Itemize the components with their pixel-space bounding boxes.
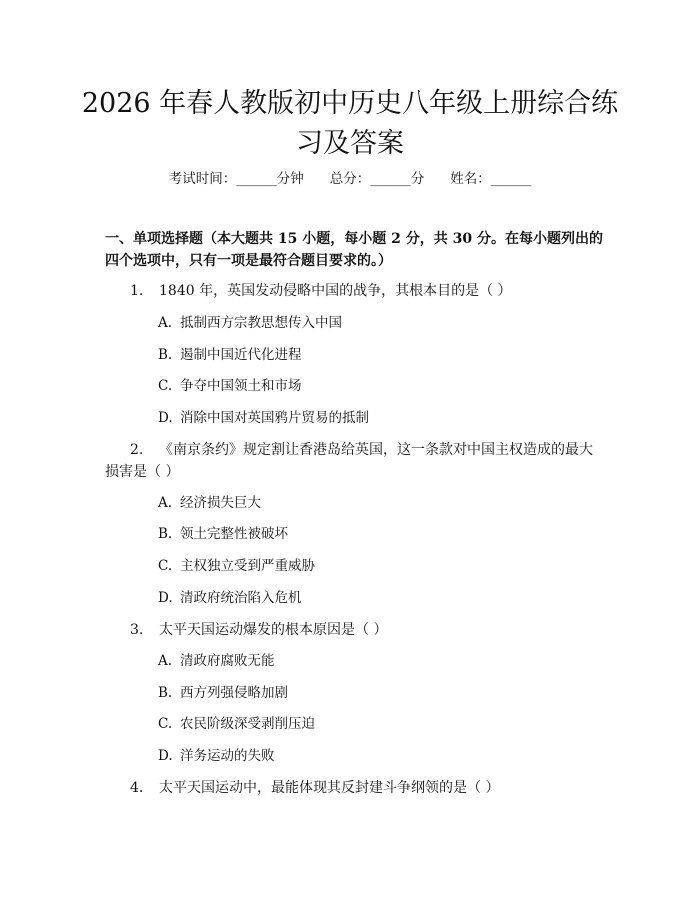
option-letter: B. xyxy=(158,526,173,542)
option-letter: A. xyxy=(158,315,173,331)
question-text: 太平天国运动中，最能体现其反封建斗争纲领的是（ ） xyxy=(159,780,500,796)
question-2-stem xyxy=(105,439,605,483)
question-2-option-a xyxy=(158,493,598,513)
question-3-option-d xyxy=(158,746,598,766)
option-letter: B. xyxy=(158,347,173,363)
question-text: 《南京条约》规定割让香港岛给英国，这一条款对中国主权造成的最大损害是（ ） xyxy=(105,442,593,480)
question-number: 3. xyxy=(130,622,144,638)
option-letter: B. xyxy=(158,685,173,701)
option-text: 洋务运动的失败 xyxy=(180,748,275,764)
option-letter: D. xyxy=(158,590,173,606)
question-1-option-b xyxy=(158,345,598,365)
option-text: 清政府腐败无能 xyxy=(180,653,275,669)
option-text: 农民阶级深受剥削压迫 xyxy=(180,716,315,732)
question-2-option-b xyxy=(158,524,598,544)
option-text: 经济损失巨大 xyxy=(180,495,261,511)
question-1-option-c xyxy=(158,376,598,396)
question-1-option-d xyxy=(158,408,598,428)
option-letter: A. xyxy=(158,653,173,669)
question-3-option-c xyxy=(158,714,598,734)
document-title: 2026 年春人教版初中历史八年级上册综合练习及答案 xyxy=(81,88,619,159)
question-4-stem xyxy=(105,777,605,799)
option-text: 西方列强侵略加剧 xyxy=(180,685,288,701)
score-unit: 分 xyxy=(410,171,425,187)
score-label: 总分： xyxy=(329,171,371,187)
option-letter: A. xyxy=(158,495,173,511)
option-letter: C. xyxy=(158,716,173,732)
name-blank: ______ xyxy=(490,171,532,187)
time-blank: ______ xyxy=(236,171,277,187)
question-text: 太平天国运动爆发的根本原因是（ ） xyxy=(159,622,388,638)
option-letter: D. xyxy=(158,748,173,764)
question-number: 4. xyxy=(130,780,144,796)
question-1-option-a xyxy=(158,313,598,333)
option-text: 遏制中国近代化进程 xyxy=(180,347,302,363)
question-number: 1. xyxy=(130,283,144,299)
exam-info-line xyxy=(0,169,700,189)
option-text: 抵制西方宗教思想传入中国 xyxy=(180,315,342,331)
question-1-stem xyxy=(105,280,605,302)
option-text: 主权独立受到严重威胁 xyxy=(180,558,315,574)
question-2-option-d xyxy=(158,588,598,608)
option-text: 领土完整性被破坏 xyxy=(180,526,288,542)
option-text: 清政府统治陷入危机 xyxy=(180,590,302,606)
score-blank: ______ xyxy=(370,171,411,187)
question-number: 2. xyxy=(130,442,144,458)
option-letter: C. xyxy=(158,378,173,394)
option-text: 消除中国对英国鸦片贸易的抵制 xyxy=(180,410,369,426)
option-text: 争夺中国领土和市场 xyxy=(180,378,302,394)
name-label: 姓名： xyxy=(450,171,491,187)
option-letter: C. xyxy=(158,558,173,574)
question-3-stem xyxy=(105,619,605,641)
section-heading: 一、单项选择题（本大题共 15 小题，每小题 2 分，共 30 分。在每小题列出的四个选项中，只有一项是最符合题目要求的。） xyxy=(105,231,603,269)
time-label: 考试时间： xyxy=(168,171,237,187)
question-3-option-b xyxy=(158,683,598,703)
question-text: 1840 年，英国发动侵略中国的战争，其根本目的是（ ） xyxy=(159,283,512,299)
time-unit: 分钟 xyxy=(276,171,304,187)
question-3-option-a xyxy=(158,651,598,671)
question-2-option-c xyxy=(158,556,598,576)
option-letter: D. xyxy=(158,410,173,426)
